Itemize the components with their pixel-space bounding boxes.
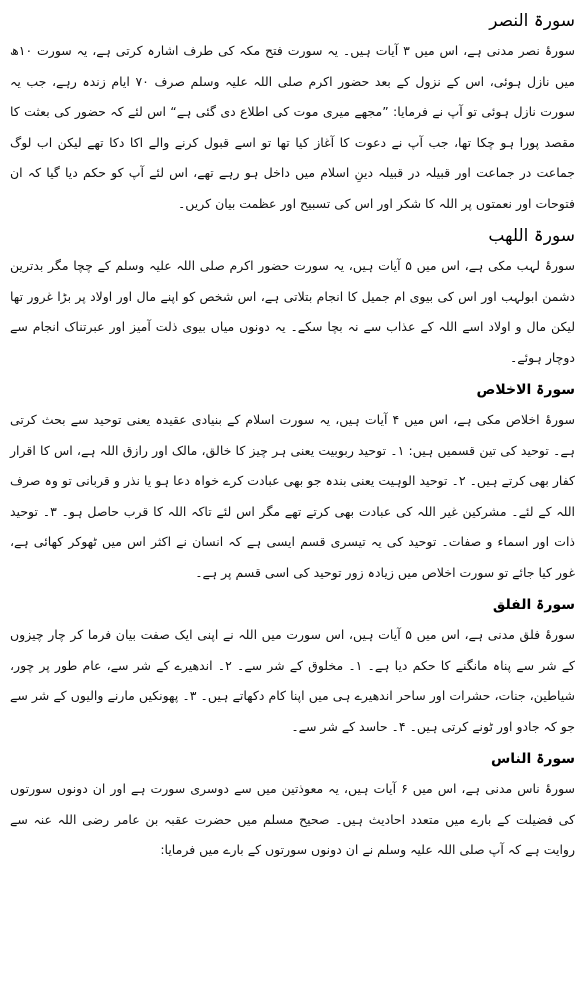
section-surah-ikhlas xyxy=(10,375,575,588)
section-heading: سورۃ اللھب xyxy=(488,226,575,246)
section-surah-lahab xyxy=(10,221,575,373)
section-heading: سورۃ الاخلاص xyxy=(476,382,575,398)
section-body: سورۂ لہب مکی ہے، اس میں ۵ آیات ہیں، یہ سورت حضور اکرم صلی اللہ علیہ وسلم کے چچا مگر بدترین دشمن ابولہب اور اس کی بیوی ام جمیل کا انجام بتلاتی ہے، اس شخص کو اپنے مال اور اولاد پر بڑا غرور تھا لیکن مال و اولاد اسے اللہ کے عذاب سے نہ بچا سکے۔ یہ دونوں میاں بیوی ذلت آمیز اور عبرتناک انجام سے دوچار ہوئے۔ xyxy=(10,258,575,365)
section-heading: سورۃ النصر xyxy=(489,11,575,31)
section-surah-falaq xyxy=(10,590,575,742)
section-surah-nas xyxy=(10,744,575,866)
section-heading: سورۃ الناس xyxy=(490,751,575,767)
section-heading: سورۃ الفلق xyxy=(492,597,575,613)
section-body: سورۂ نصر مدنی ہے، اس میں ۳ آیات ہیں۔ یہ سورت فتح مکہ کی طرف اشارہ کرتی ہے، یہ سورت ۱۰ھ میں نازل ہوئی، اس کے نزول کے بعد حضور اکرم صلی اللہ علیہ وسلم صرف ۷۰ ایام زندہ رہے، جب یہ سورت نازل ہوئی تو آپ نے فرمایا: ”مجھے میری موت کی اطلاع دی گئی ہے“ اس لئے کہ حضور کی بعثت کا مقصد پورا ہو چکا تھا، جب آپ نے دعوت کا آغاز کیا تھا تو اسے قبول کرنے والے اکا دکا تھے لیکن اب لوگ جماعت در جماعت اور قبیلہ در قبیلہ دینِ اسلام میں داخل ہو رہے تھے، اس لئے آپ کو حکم دیا گیا کہ ان فتوحات اور نعمتوں پر اللہ کا شکر اور اس کی تسبیح اور عظمت بیان کریں۔ xyxy=(10,43,576,211)
section-body: سورۂ اخلاص مکی ہے، اس میں ۴ آیات ہیں، یہ سورت اسلام کے بنیادی عقیدہ یعنی توحید سے بحث کرتی ہے۔ توحید کی تین قسمیں ہیں: ۱۔ توحید ربوبیت یعنی ہر چیز کا خالق، مالک اور رازق اللہ ہے، اس کا اقرار کفار بھی کرتے ہیں۔ ۲۔ توحید الوہیت یعنی بندہ جو بھی عبادت کرے خواہ دعا ہو یا نذر و قربانی تو وہ صرف اللہ کے لئے۔ مشرکین غیر اللہ کی عبادت بھی کرتے تھے مگر اس لئے تاکہ اللہ کا قرب حاصل ہو۔ ۳۔ توحید ذات اور اسماء و صفات۔ توحید کی یہ تیسری قسم ایسی ہے کہ انسان نے اکثر اس میں ٹھوکر کھائی ہے، غور کیا جائے تو سورت اخلاص میں زیادہ زور توحید کی اسی قسم پر ہے۔ xyxy=(10,412,576,580)
section-body: سورۂ فلق مدنی ہے، اس میں ۵ آیات ہیں، اس سورت میں اللہ نے اپنی ایک صفت بیان فرما کر چار چیزوں کے شر سے پناہ مانگنے کا حکم دیا ہے۔ ۱۔ مخلوق کے شر سے۔ ۲۔ اندھیرے کے شر سے، عام طور پر چور، شیاطین، جنات، حشرات اور ساحر اندھیرے ہی میں اپنا کام دکھاتے ہیں۔ ۳۔ پھونکیں مارنے والیوں کے شر سے جو کہ جادو اور ٹونے کرتی ہیں۔ ۴۔ حاسد کے شر سے۔ xyxy=(10,627,575,734)
section-body: سورۂ ناس مدنی ہے، اس میں ۶ آیات ہیں، یہ معوذتین میں سے دوسری سورت ہے اور ان دونوں سورتوں کی فضیلت کے بارے میں متعدد احادیث ہیں۔ صحیح مسلم میں حضرت عقبہ بن عامر رضی اللہ عنہ سے روایت ہے کہ آپ صلی اللہ علیہ وسلم نے ان دونوں سورتوں کے بارے میں فرمایا: xyxy=(10,781,576,857)
section-surah-nasr xyxy=(10,6,575,219)
